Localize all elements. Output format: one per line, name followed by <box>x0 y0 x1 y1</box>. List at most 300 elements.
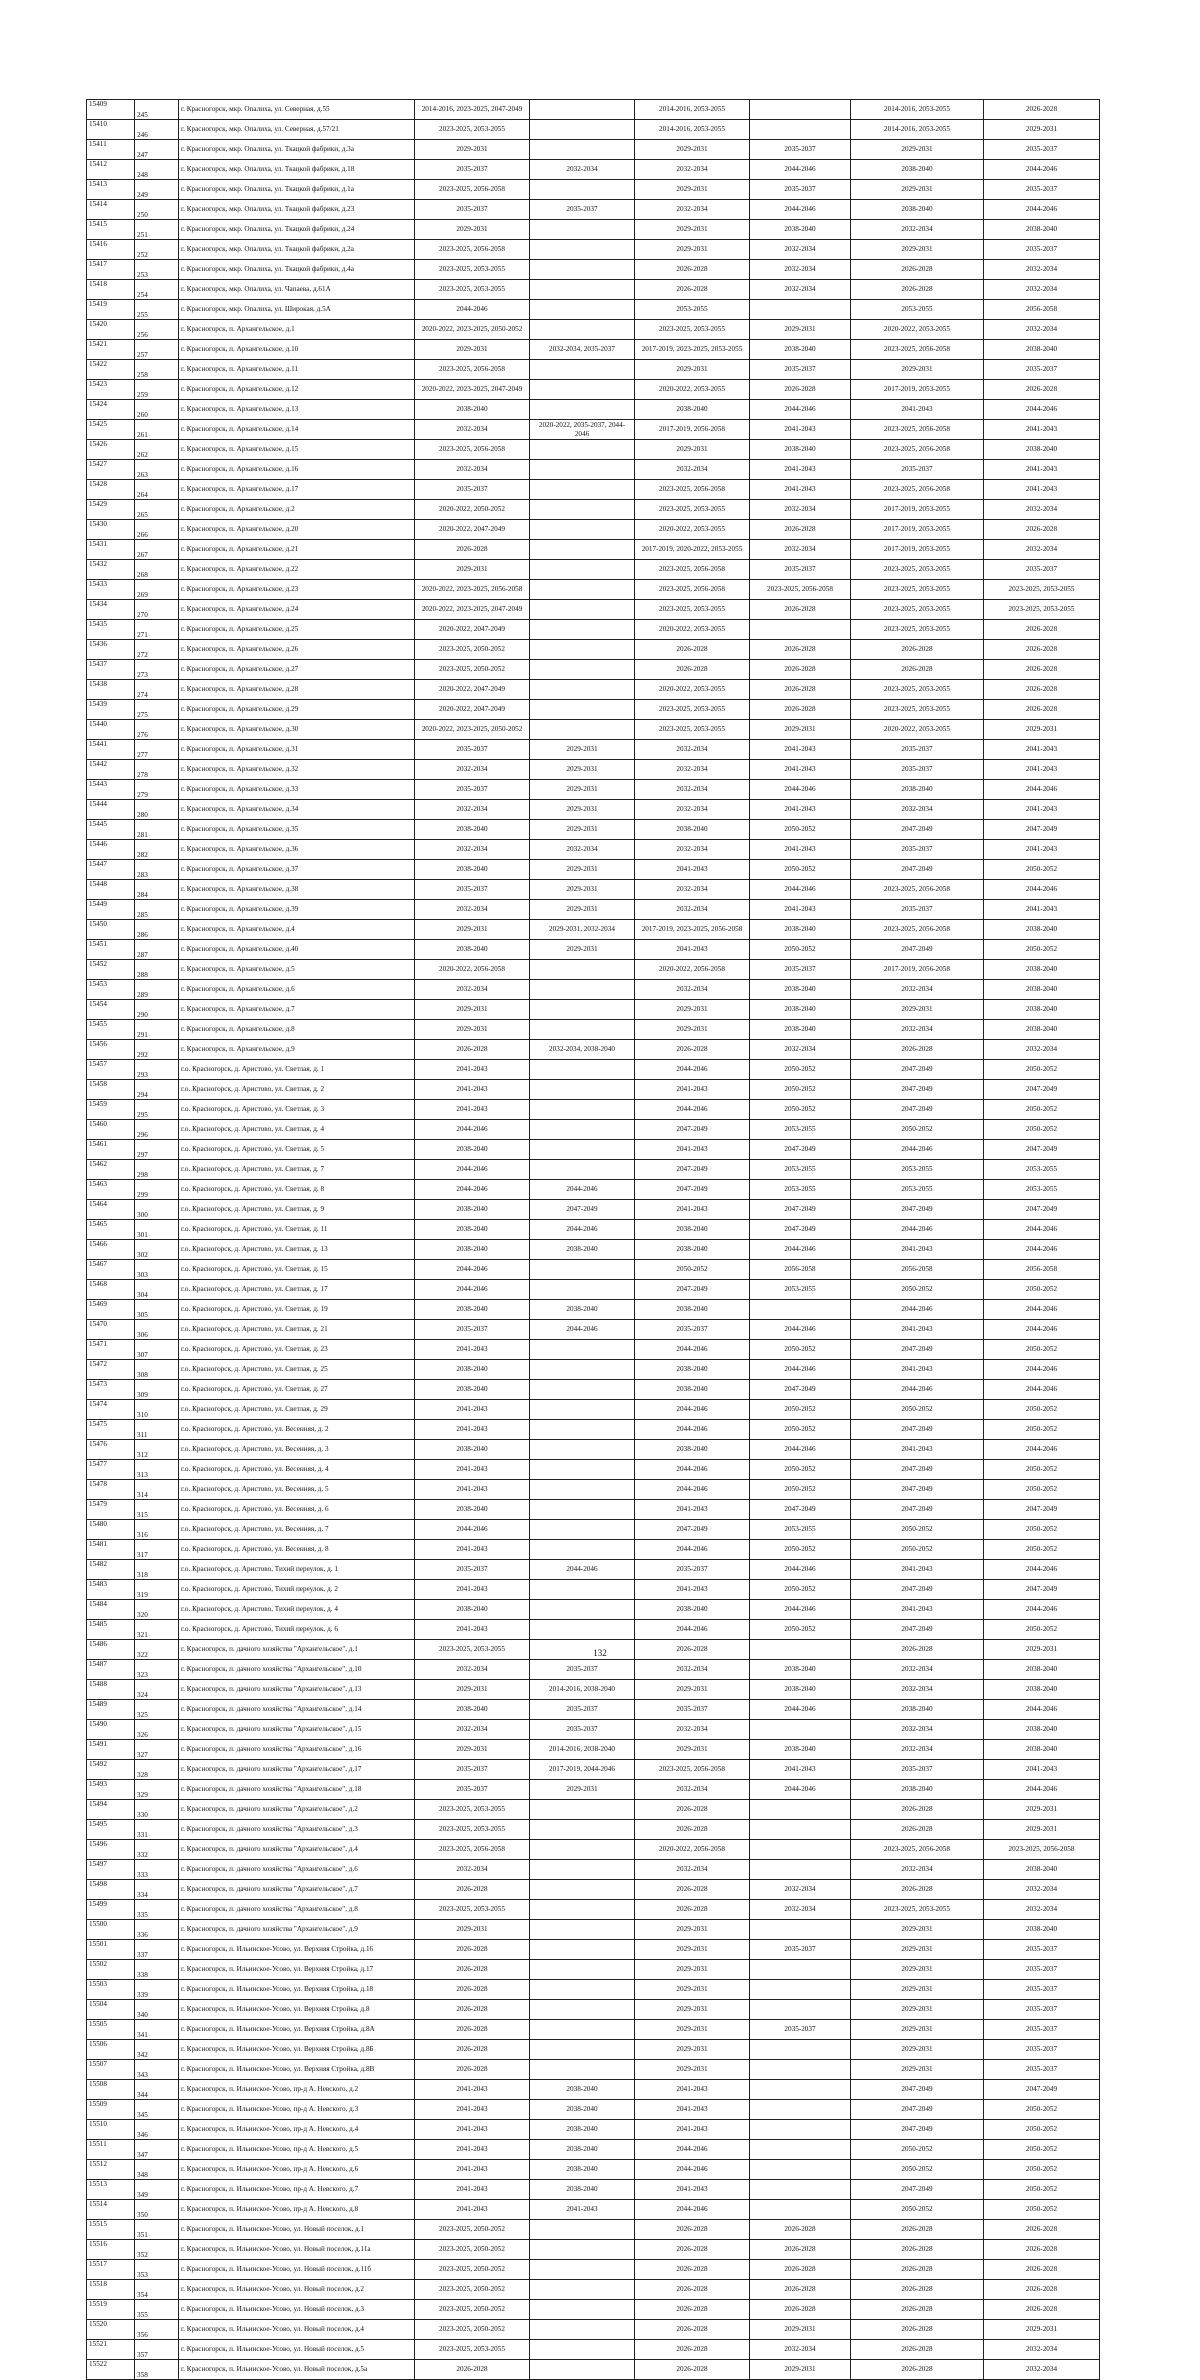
period-col-2-cell: 2044-2046 <box>530 1560 635 1580</box>
period-col-6-cell: 2032-2034 <box>984 280 1100 300</box>
period-col-1-cell: 2041-2043 <box>415 2080 530 2100</box>
period-col-5-cell: 2053-2055 <box>851 1180 984 1200</box>
item-number-cell: 278 <box>135 760 179 780</box>
period-col-3-cell: 2026-2028 <box>635 2320 750 2340</box>
item-number-cell: 251 <box>135 220 179 240</box>
period-col-6-cell: 2035-2037 <box>984 2000 1100 2020</box>
period-col-3-cell: 2029-2031 <box>635 1940 750 1960</box>
table-row <box>87 740 1100 760</box>
address-cell: г. Красногорск, п. Архангельское, д.36 <box>179 840 415 860</box>
period-col-2-cell: 2044-2046 <box>530 1320 635 1340</box>
period-col-5-cell: 2026-2028 <box>851 1820 984 1840</box>
period-col-4-cell: 2050-2052 <box>750 1060 851 1080</box>
period-col-3-cell: 2047-2049 <box>635 1120 750 1140</box>
period-col-3-cell: 2026-2028 <box>635 2340 750 2360</box>
table-row <box>87 560 1100 580</box>
period-col-4-cell <box>750 2120 851 2140</box>
table-row <box>87 2240 1100 2260</box>
item-number-cell: 300 <box>135 1200 179 1220</box>
period-col-2-cell <box>530 1080 635 1100</box>
period-col-6-cell: 2044-2046 <box>984 880 1100 900</box>
table-row <box>87 800 1100 820</box>
row-number-cell: 15424 <box>87 400 135 420</box>
period-col-3-cell: 2026-2028 <box>635 2260 750 2280</box>
table-row <box>87 2160 1100 2180</box>
item-number-cell: 262 <box>135 440 179 460</box>
period-col-6-cell: 2050-2052 <box>984 2100 1100 2120</box>
item-number-cell: 287 <box>135 940 179 960</box>
address-cell: г. Красногорск, п. дачного хозяйства "Архангельское", д.4 <box>179 1840 415 1860</box>
address-cell: г. Красногорск, п. Ильинское-Усово, пр-д А. Невского, д.2 <box>179 2080 415 2100</box>
period-col-3-cell: 2044-2046 <box>635 2140 750 2160</box>
period-col-6-cell: 2044-2046 <box>984 1240 1100 1260</box>
period-col-3-cell: 2035-2037 <box>635 1320 750 1340</box>
period-col-4-cell: 2050-2052 <box>750 1340 851 1360</box>
table-row <box>87 2360 1100 2380</box>
period-col-1-cell: 2041-2043 <box>415 1580 530 1600</box>
item-number-cell: 313 <box>135 1460 179 1480</box>
table-row <box>87 1500 1100 1520</box>
row-number-cell: 15491 <box>87 1740 135 1760</box>
item-number-cell: 295 <box>135 1100 179 1120</box>
period-col-5-cell: 2047-2049 <box>851 2080 984 2100</box>
address-cell: г. Красногорск, п. Архангельское, д.34 <box>179 800 415 820</box>
period-col-3-cell: 2020-2022, 2053-2055 <box>635 620 750 640</box>
period-col-4-cell <box>750 1980 851 2000</box>
address-cell: г. Красногорск, п. Ильинское-Усово, пр-д А. Невского, д.6 <box>179 2160 415 2180</box>
period-col-1-cell: 2044-2046 <box>415 1280 530 1300</box>
table-row <box>87 1600 1100 1620</box>
period-col-5-cell: 2047-2049 <box>851 2180 984 2200</box>
table-row <box>87 1540 1100 1560</box>
table-row <box>87 720 1100 740</box>
table-row <box>87 2320 1100 2340</box>
period-col-5-cell: 2029-2031 <box>851 1940 984 1960</box>
period-col-6-cell: 2026-2028 <box>984 2280 1100 2300</box>
period-col-4-cell: 2044-2046 <box>750 400 851 420</box>
period-col-6-cell: 2029-2031 <box>984 1640 1100 1660</box>
table-row <box>87 300 1100 320</box>
item-number-cell: 263 <box>135 460 179 480</box>
item-number-cell: 303 <box>135 1260 179 1280</box>
table-row <box>87 2180 1100 2200</box>
period-col-6-cell: 2044-2046 <box>984 1360 1100 1380</box>
period-col-2-cell <box>530 1820 635 1840</box>
period-col-2-cell <box>530 700 635 720</box>
table-row <box>87 1280 1100 1300</box>
period-col-6-cell: 2026-2028 <box>984 100 1100 120</box>
period-col-6-cell: 2032-2034 <box>984 1040 1100 1060</box>
item-number-cell: 280 <box>135 800 179 820</box>
period-col-2-cell: 2029-2031 <box>530 860 635 880</box>
period-col-3-cell: 2032-2034 <box>635 200 750 220</box>
row-number-cell: 15492 <box>87 1760 135 1780</box>
row-number-cell: 15466 <box>87 1240 135 1260</box>
period-col-6-cell: 2050-2052 <box>984 2200 1100 2220</box>
item-number-cell: 271 <box>135 620 179 640</box>
period-col-3-cell: 2023-2025, 2053-2055 <box>635 700 750 720</box>
period-col-6-cell: 2050-2052 <box>984 940 1100 960</box>
address-cell: г. Красногорск, п. Ильинское-Усово, ул. Верхняя Стройка, д.8В <box>179 2060 415 2080</box>
period-col-3-cell: 2020-2022, 2053-2055 <box>635 520 750 540</box>
address-cell: г. Красногорск, п. дачного хозяйства "Архангельское", д.16 <box>179 1740 415 1760</box>
period-col-1-cell: 2038-2040 <box>415 1300 530 1320</box>
period-col-1-cell: 2029-2031 <box>415 1740 530 1760</box>
row-number-cell: 15490 <box>87 1720 135 1740</box>
item-number-cell: 259 <box>135 380 179 400</box>
item-number-cell: 307 <box>135 1340 179 1360</box>
period-col-3-cell: 2026-2028 <box>635 1900 750 1920</box>
address-cell: г.о. Красногорск, д. Аристово, Тихий переулок, д. 2 <box>179 1580 415 1600</box>
table-row <box>87 1340 1100 1360</box>
period-col-3-cell: 2032-2034 <box>635 780 750 800</box>
period-col-6-cell: 2029-2031 <box>984 1820 1100 1840</box>
period-col-2-cell <box>530 980 635 1000</box>
table-row <box>87 1240 1100 1260</box>
table-row <box>87 580 1100 600</box>
period-col-4-cell: 2026-2028 <box>750 2220 851 2240</box>
period-col-6-cell: 2047-2049 <box>984 2080 1100 2100</box>
period-col-6-cell: 2038-2040 <box>984 1720 1100 1740</box>
item-number-cell: 273 <box>135 660 179 680</box>
item-number-cell: 358 <box>135 2360 179 2380</box>
period-col-4-cell: 2038-2040 <box>750 220 851 240</box>
address-cell: г. Красногорск, п. Архангельское, д.32 <box>179 760 415 780</box>
period-col-2-cell <box>530 100 635 120</box>
period-col-5-cell: 2038-2040 <box>851 160 984 180</box>
period-col-4-cell: 2026-2028 <box>750 700 851 720</box>
item-number-cell: 352 <box>135 2240 179 2260</box>
period-col-2-cell: 2029-2031 <box>530 760 635 780</box>
address-cell: г. Красногорск, мкр. Опалиха, ул. Ткацкой фабрики, д.18 <box>179 160 415 180</box>
table-row <box>87 2120 1100 2140</box>
row-number-cell: 15447 <box>87 860 135 880</box>
period-col-1-cell: 2035-2037 <box>415 200 530 220</box>
period-col-3-cell: 2032-2034 <box>635 980 750 1000</box>
period-col-5-cell: 2023-2025, 2056-2058 <box>851 340 984 360</box>
period-col-2-cell <box>530 580 635 600</box>
period-col-1-cell: 2026-2028 <box>415 540 530 560</box>
period-col-3-cell: 2029-2031 <box>635 1680 750 1700</box>
item-number-cell: 256 <box>135 320 179 340</box>
period-col-5-cell: 2023-2025, 2053-2055 <box>851 700 984 720</box>
period-col-5-cell: 2026-2028 <box>851 2320 984 2340</box>
period-col-4-cell: 2038-2040 <box>750 1660 851 1680</box>
period-col-2-cell <box>530 1980 635 2000</box>
period-col-4-cell: 2038-2040 <box>750 920 851 940</box>
table-row <box>87 600 1100 620</box>
period-col-4-cell: 2041-2043 <box>750 460 851 480</box>
period-col-3-cell: 2029-2031 <box>635 360 750 380</box>
period-col-6-cell: 2026-2028 <box>984 680 1100 700</box>
period-col-4-cell <box>750 1820 851 1840</box>
period-col-1-cell: 2041-2043 <box>415 1400 530 1420</box>
period-col-2-cell <box>530 1340 635 1360</box>
period-col-6-cell: 2044-2046 <box>984 1560 1100 1580</box>
period-col-1-cell: 2023-2025, 2053-2055 <box>415 2340 530 2360</box>
period-col-1-cell: 2026-2028 <box>415 2000 530 2020</box>
period-col-6-cell: 2026-2028 <box>984 700 1100 720</box>
row-number-cell: 15516 <box>87 2240 135 2260</box>
item-number-cell: 350 <box>135 2200 179 2220</box>
period-col-5-cell: 2050-2052 <box>851 1120 984 1140</box>
item-number-cell: 289 <box>135 980 179 1000</box>
row-number-cell: 15457 <box>87 1060 135 1080</box>
period-col-3-cell: 2026-2028 <box>635 2280 750 2300</box>
address-cell: г. Красногорск, п. Архангельское, д.4 <box>179 920 415 940</box>
row-number-cell: 15497 <box>87 1860 135 1880</box>
period-col-6-cell: 2044-2046 <box>984 1700 1100 1720</box>
period-col-5-cell: 2032-2034 <box>851 1720 984 1740</box>
period-col-2-cell: 2038-2040 <box>530 2100 635 2120</box>
period-col-1-cell: 2041-2043 <box>415 2160 530 2180</box>
period-col-3-cell: 2020-2022, 2056-2058 <box>635 960 750 980</box>
item-number-cell: 253 <box>135 260 179 280</box>
period-col-2-cell: 2038-2040 <box>530 2080 635 2100</box>
period-col-1-cell: 2032-2034 <box>415 460 530 480</box>
period-col-3-cell: 2044-2046 <box>635 1460 750 1480</box>
period-col-6-cell: 2041-2043 <box>984 740 1100 760</box>
period-col-5-cell: 2050-2052 <box>851 1280 984 1300</box>
period-col-4-cell: 2041-2043 <box>750 900 851 920</box>
period-col-4-cell: 2038-2040 <box>750 1020 851 1040</box>
address-cell: г.о. Красногорск, д. Аристово, ул. Весенняя, д. 7 <box>179 1520 415 1540</box>
period-col-2-cell <box>530 320 635 340</box>
period-col-4-cell: 2050-2052 <box>750 1400 851 1420</box>
table-row <box>87 1260 1100 1280</box>
item-number-cell: 270 <box>135 600 179 620</box>
period-col-2-cell: 2032-2034, 2035-2037 <box>530 340 635 360</box>
row-number-cell: 15415 <box>87 220 135 240</box>
address-cell: г. Красногорск, п. дачного хозяйства "Архангельское", д.15 <box>179 1720 415 1740</box>
item-number-cell: 321 <box>135 1620 179 1640</box>
period-col-3-cell: 2029-2031 <box>635 1980 750 2000</box>
period-col-5-cell: 2041-2043 <box>851 1320 984 1340</box>
address-cell: г.о. Красногорск, д. Аристово, ул. Светлая, д. 3 <box>179 1100 415 1120</box>
item-number-cell: 274 <box>135 680 179 700</box>
table-row <box>87 1200 1100 1220</box>
period-col-2-cell <box>530 1880 635 1900</box>
address-cell: г. Красногорск, п. Ильинское-Усово, ул. Верхняя Стройка, д.8А <box>179 2020 415 2040</box>
period-col-6-cell: 2050-2052 <box>984 2160 1100 2180</box>
period-col-5-cell: 2026-2028 <box>851 2340 984 2360</box>
table-row <box>87 1920 1100 1940</box>
row-number-cell: 15480 <box>87 1520 135 1540</box>
period-col-2-cell: 2041-2043 <box>530 2200 635 2220</box>
period-col-6-cell: 2032-2034 <box>984 260 1100 280</box>
period-col-2-cell <box>530 720 635 740</box>
row-number-cell: 15416 <box>87 240 135 260</box>
period-col-3-cell: 2029-2031 <box>635 140 750 160</box>
period-col-1-cell: 2041-2043 <box>415 1060 530 1080</box>
period-col-6-cell: 2050-2052 <box>984 2120 1100 2140</box>
period-col-5-cell: 2047-2049 <box>851 1420 984 1440</box>
item-number-cell: 298 <box>135 1160 179 1180</box>
period-col-3-cell: 2032-2034 <box>635 760 750 780</box>
period-col-4-cell: 2044-2046 <box>750 1360 851 1380</box>
period-col-4-cell: 2044-2046 <box>750 780 851 800</box>
period-col-5-cell: 2038-2040 <box>851 1780 984 1800</box>
period-col-1-cell: 2023-2025, 2053-2055 <box>415 280 530 300</box>
address-cell: г. Красногорск, п. дачного хозяйства "Архангельское", д.10 <box>179 1660 415 1680</box>
address-cell: г. Красногорск, п. Ильинское-Усово, пр-д А. Невского, д.7 <box>179 2180 415 2200</box>
table-row <box>87 460 1100 480</box>
period-col-1-cell: 2029-2031 <box>415 340 530 360</box>
period-col-4-cell: 2053-2055 <box>750 1520 851 1540</box>
row-number-cell: 15474 <box>87 1400 135 1420</box>
address-cell: г.о. Красногорск, д. Аристово, Тихий переулок, д. 1 <box>179 1560 415 1580</box>
address-cell: г. Красногорск, п. Архангельское, д.30 <box>179 720 415 740</box>
address-cell: г. Красногорск, п. Архангельское, д.20 <box>179 520 415 540</box>
period-col-3-cell: 2032-2034 <box>635 1780 750 1800</box>
period-col-1-cell: 2032-2034 <box>415 1720 530 1740</box>
period-col-2-cell <box>530 1840 635 1860</box>
period-col-4-cell: 2026-2028 <box>750 380 851 400</box>
row-number-cell: 15450 <box>87 920 135 940</box>
address-cell: г.о. Красногорск, д. Аристово, ул. Светлая, д. 25 <box>179 1360 415 1380</box>
row-number-cell: 15507 <box>87 2060 135 2080</box>
address-cell: г. Красногорск, п. Архангельское, д.21 <box>179 540 415 560</box>
period-col-5-cell: 2047-2049 <box>851 1620 984 1640</box>
period-col-6-cell: 2056-2058 <box>984 300 1100 320</box>
period-col-2-cell <box>530 140 635 160</box>
table-row <box>87 1820 1100 1840</box>
period-col-3-cell: 2032-2034 <box>635 1860 750 1880</box>
table-row <box>87 1580 1100 1600</box>
period-col-6-cell: 2035-2037 <box>984 360 1100 380</box>
period-col-1-cell: 2023-2025, 2050-2052 <box>415 660 530 680</box>
period-col-2-cell: 2029-2031 <box>530 780 635 800</box>
period-col-3-cell: 2032-2034 <box>635 840 750 860</box>
item-number-cell: 285 <box>135 900 179 920</box>
item-number-cell: 281 <box>135 820 179 840</box>
address-cell: г.о. Красногорск, д. Аристово, ул. Светлая, д. 19 <box>179 1300 415 1320</box>
row-number-cell: 15462 <box>87 1160 135 1180</box>
period-col-1-cell: 2020-2022, 2047-2049 <box>415 700 530 720</box>
table-row <box>87 1400 1100 1420</box>
table-row <box>87 2280 1100 2300</box>
period-col-5-cell: 2026-2028 <box>851 2360 984 2380</box>
address-cell: г.о. Красногорск, д. Аристово, ул. Весенняя, д. 3 <box>179 1440 415 1460</box>
period-col-1-cell: 2020-2022, 2023-2025, 2056-2058 <box>415 580 530 600</box>
period-col-4-cell: 2047-2049 <box>750 1500 851 1520</box>
item-number-cell: 290 <box>135 1000 179 1020</box>
table-row <box>87 1180 1100 1200</box>
row-number-cell: 15420 <box>87 320 135 340</box>
table-row <box>87 1080 1100 1100</box>
row-number-cell: 15519 <box>87 2300 135 2320</box>
period-col-1-cell: 2023-2025, 2050-2052 <box>415 2300 530 2320</box>
item-number-cell: 315 <box>135 1500 179 1520</box>
period-col-6-cell: 2023-2025, 2053-2055 <box>984 600 1100 620</box>
item-number-cell: 318 <box>135 1560 179 1580</box>
period-col-6-cell: 2044-2046 <box>984 1380 1100 1400</box>
period-col-3-cell: 2026-2028 <box>635 640 750 660</box>
table-row <box>87 660 1100 680</box>
period-col-5-cell: 2029-2031 <box>851 2060 984 2080</box>
period-col-1-cell: 2035-2037 <box>415 780 530 800</box>
period-col-3-cell: 2026-2028 <box>635 1820 750 1840</box>
table-row <box>87 1020 1100 1040</box>
item-number-cell: 317 <box>135 1540 179 1560</box>
item-number-cell: 324 <box>135 1680 179 1700</box>
period-col-3-cell: 2032-2034 <box>635 880 750 900</box>
period-col-1-cell: 2026-2028 <box>415 2020 530 2040</box>
period-col-4-cell: 2041-2043 <box>750 480 851 500</box>
row-number-cell: 15479 <box>87 1500 135 1520</box>
table-row <box>87 280 1100 300</box>
address-cell: г. Красногорск, п. Ильинское-Усово, ул. Новый поселок, д.2 <box>179 2280 415 2300</box>
table-row <box>87 2340 1100 2360</box>
period-col-6-cell: 2050-2052 <box>984 2180 1100 2200</box>
period-col-6-cell: 2041-2043 <box>984 840 1100 860</box>
item-number-cell: 330 <box>135 1800 179 1820</box>
period-col-3-cell: 2041-2043 <box>635 1200 750 1220</box>
period-col-4-cell <box>750 2200 851 2220</box>
period-col-6-cell: 2050-2052 <box>984 1420 1100 1440</box>
period-col-1-cell: 2026-2028 <box>415 1040 530 1060</box>
period-col-6-cell: 2050-2052 <box>984 1280 1100 1300</box>
period-col-3-cell: 2029-2031 <box>635 1920 750 1940</box>
address-cell: г. Красногорск, п. Архангельское, д.12 <box>179 380 415 400</box>
period-col-5-cell: 2056-2058 <box>851 1260 984 1280</box>
period-col-3-cell: 2038-2040 <box>635 1220 750 1240</box>
period-col-2-cell <box>530 2040 635 2060</box>
period-col-4-cell: 2035-2037 <box>750 360 851 380</box>
period-col-4-cell: 2044-2046 <box>750 1700 851 1720</box>
row-number-cell: 15454 <box>87 1000 135 1020</box>
period-col-3-cell: 2044-2046 <box>635 1340 750 1360</box>
period-col-1-cell: 2020-2022, 2047-2049 <box>415 680 530 700</box>
period-col-2-cell <box>530 2280 635 2300</box>
period-col-5-cell: 2017-2019, 2056-2058 <box>851 960 984 980</box>
period-col-2-cell: 2029-2031 <box>530 1780 635 1800</box>
period-col-3-cell: 2032-2034 <box>635 1660 750 1680</box>
row-number-cell: 15414 <box>87 200 135 220</box>
period-col-1-cell: 2020-2022, 2023-2025, 2050-2052 <box>415 720 530 740</box>
period-col-5-cell: 2044-2046 <box>851 1140 984 1160</box>
period-col-4-cell <box>750 1800 851 1820</box>
period-col-3-cell: 2029-2031 <box>635 2060 750 2080</box>
period-col-5-cell: 2026-2028 <box>851 2280 984 2300</box>
period-col-5-cell: 2032-2034 <box>851 220 984 240</box>
period-col-6-cell: 2050-2052 <box>984 1340 1100 1360</box>
row-number-cell: 15453 <box>87 980 135 1000</box>
period-col-2-cell <box>530 2360 635 2380</box>
period-col-5-cell: 2047-2049 <box>851 1100 984 1120</box>
period-col-3-cell: 2038-2040 <box>635 1380 750 1400</box>
item-number-cell: 348 <box>135 2160 179 2180</box>
period-col-1-cell: 2023-2025, 2056-2058 <box>415 240 530 260</box>
period-col-6-cell: 2032-2034 <box>984 540 1100 560</box>
address-cell: г.о. Красногорск, д. Аристово, ул. Весенняя, д. 5 <box>179 1480 415 1500</box>
item-number-cell: 267 <box>135 540 179 560</box>
period-col-2-cell <box>530 2000 635 2020</box>
table-row <box>87 380 1100 400</box>
address-cell: г.о. Красногорск, д. Аристово, ул. Светлая, д. 29 <box>179 1400 415 1420</box>
period-col-4-cell <box>750 1960 851 1980</box>
period-col-6-cell: 2026-2028 <box>984 2260 1100 2280</box>
period-col-1-cell: 2032-2034 <box>415 1860 530 1880</box>
row-number-cell: 15494 <box>87 1800 135 1820</box>
period-col-2-cell <box>530 1060 635 1080</box>
period-col-2-cell <box>530 240 635 260</box>
period-col-2-cell: 2038-2040 <box>530 1240 635 1260</box>
item-number-cell: 323 <box>135 1660 179 1680</box>
address-cell: г. Красногорск, п. дачного хозяйства "Архангельское", д.7 <box>179 1880 415 1900</box>
address-cell: г. Красногорск, п. Архангельское, д.37 <box>179 860 415 880</box>
period-col-5-cell: 2050-2052 <box>851 2140 984 2160</box>
